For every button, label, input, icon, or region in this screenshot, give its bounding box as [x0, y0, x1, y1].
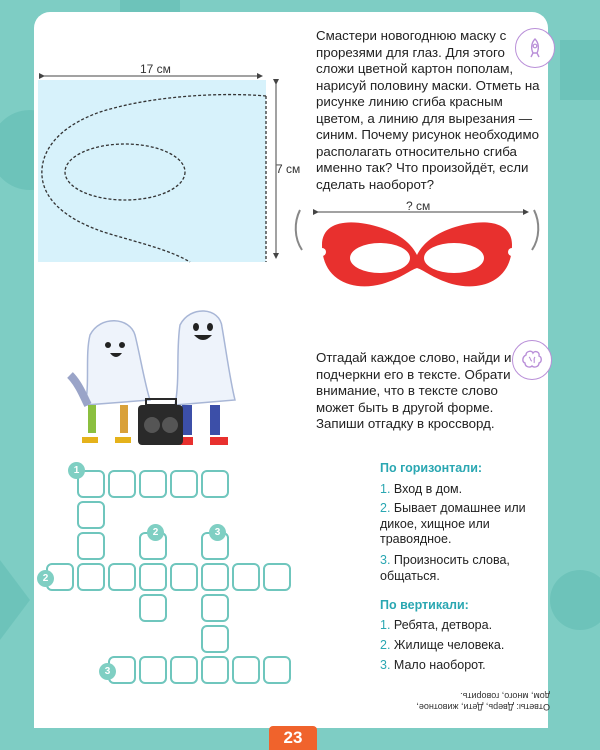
crossword-number: 1	[68, 462, 85, 479]
crossword-cell[interactable]	[170, 470, 198, 498]
crossword-cell[interactable]	[201, 625, 229, 653]
crossword-number: 2	[147, 524, 164, 541]
half-mask-outline	[42, 95, 266, 262]
crossword-cell[interactable]	[139, 594, 167, 622]
dancing-ghosts-illustration	[60, 305, 260, 465]
crossword-cell[interactable]	[139, 656, 167, 684]
horizontal-clues-title: По горизонтали:	[380, 461, 483, 475]
crossword-cell[interactable]	[201, 656, 229, 684]
crossword-number: 2	[37, 570, 54, 587]
horizontal-clue: 2. Бывает домашнее или дикое, хищное или травоядное.	[380, 501, 526, 546]
brain-icon	[520, 349, 544, 371]
task2-text: Отгадай каждое слово, найди и подчеркни его в тексте. Обрати внимание, что в тексте слово может быть в другой форме. Запиши отгадку в кроссворд.	[316, 350, 512, 431]
task1-text: Смастери новогоднюю маску с прорезями для глаз. Для этого сложи цветной картон пополам, нарисуй половину маски. Отметь на рисунке линию сгиба красным цветом, а линию для вырезания — синим. Почему рисунок необходимо располагать относительно сгиба именно так? Что произойдёт, если сделать наоборот?	[316, 28, 540, 192]
crossword-number: 3	[99, 663, 116, 680]
crossword-cell[interactable]	[263, 656, 291, 684]
crossword-cell[interactable]	[170, 563, 198, 591]
horizontal-clue: 3. Произносить слова, общаться.	[380, 553, 510, 583]
page-number: 23	[269, 726, 317, 750]
crossword-cell[interactable]	[201, 563, 229, 591]
crossword-cell[interactable]	[108, 470, 136, 498]
rocket-icon	[524, 37, 546, 59]
crossword-cell[interactable]	[77, 563, 105, 591]
crossword-cell[interactable]	[170, 656, 198, 684]
answers-upside-down: Ответы: Дверь, Дети, животное, дом, много, говорить.	[416, 691, 550, 712]
vertical-clue: 2. Жилище человека.	[380, 638, 505, 652]
crossword-cell[interactable]	[201, 470, 229, 498]
crossword-cell[interactable]	[77, 532, 105, 560]
crossword-cell[interactable]	[232, 656, 260, 684]
crossword-cell[interactable]	[77, 501, 105, 529]
eye-hole-outline	[65, 144, 185, 200]
brain-badge	[512, 340, 552, 380]
crossword-cell[interactable]	[232, 563, 260, 591]
vertical-clue: 1. Ребята, детвора.	[380, 618, 493, 632]
width-label: 17 см	[140, 62, 171, 76]
vertical-clue: 3. Мало наоборот.	[380, 658, 486, 672]
rocket-badge	[515, 28, 555, 68]
crossword-cell[interactable]	[201, 594, 229, 622]
crossword-cell[interactable]	[139, 563, 167, 591]
crossword-cell[interactable]	[139, 470, 167, 498]
mask-size-label: ? см	[406, 199, 431, 213]
crossword-number: 3	[209, 524, 226, 541]
horizontal-clue: 1. Вход в дом.	[380, 482, 463, 496]
red-mask-image	[292, 200, 542, 300]
height-label: 7 см	[276, 162, 301, 176]
crossword-cell[interactable]	[108, 563, 136, 591]
crossword-cell[interactable]	[263, 563, 291, 591]
vertical-clues-title: По вертикали:	[380, 598, 469, 612]
